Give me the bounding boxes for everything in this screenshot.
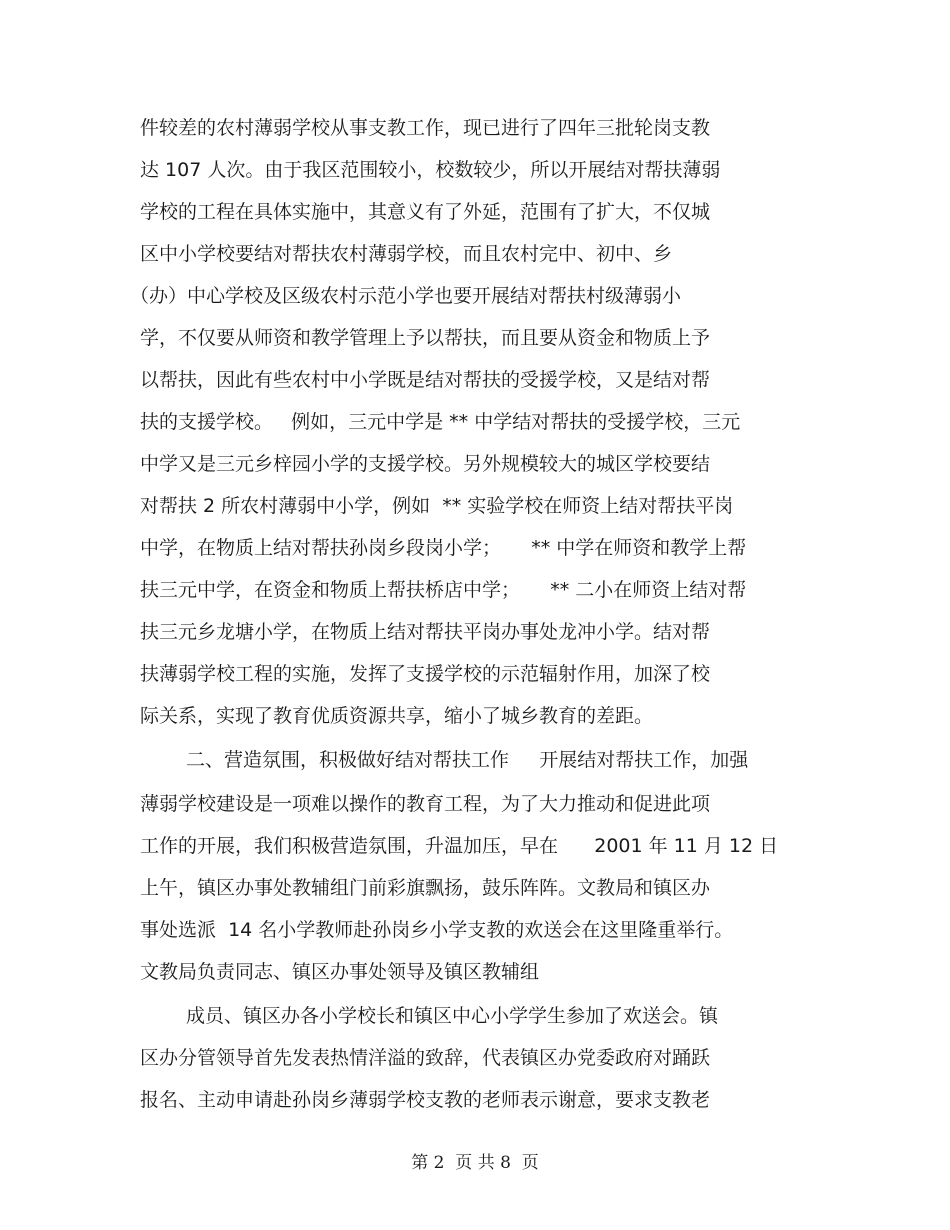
body-line: 区中小学校要结对帮扶农村薄弱学校，而且农村完中、初中、乡 — [140, 243, 673, 265]
body-line: 对帮扶 2 所农村薄弱中小学，例如 ** 实验学校在师资上结对帮扶平岗 — [140, 495, 734, 517]
body-line: 中学，在物质上结对帮扶孙岗乡段岗小学； ** 中学在师资和教学上帮 — [140, 537, 747, 559]
body-line: 上午，镇区办事处教辅组门前彩旗飘扬，鼓乐阵阵。文教局和镇区办 — [140, 877, 711, 899]
page-footer: 第 2 页 共 8 页 — [411, 1153, 539, 1173]
body-line: 扶三元中学，在资金和物质上帮扶桥店中学； ** 二小在师资上结对帮 — [140, 579, 747, 601]
body-line: 工作的开展，我们积极营造氛围，升温加压，早在 2001 年 11 月 12 日 — [140, 835, 779, 857]
body-line: 中学又是三元乡梓园小学的支援学校。另外规模较大的城区学校要结 — [140, 453, 711, 475]
body-line: 件较差的农村薄弱学校从事支教工作，现已进行了四年三批轮岗支教 — [140, 117, 711, 139]
body-line: 际关系，实现了教育优质资源共享，缩小了城乡教育的差距。 — [140, 705, 654, 727]
body-line: 文教局负责同志、镇区办事处领导及镇区教辅组 — [140, 961, 540, 983]
paragraph-first-line: 成员、镇区办各小学校长和镇区中心小学学生参加了欢送会。镇 — [186, 1005, 719, 1027]
body-line: 扶三元乡龙塘小学，在物质上结对帮扶平岗办事处龙冲小学。结对帮 — [140, 621, 711, 643]
body-line: 学，不仅要从师资和教学管理上予以帮扶，而且要从资金和物质上予 — [140, 327, 711, 349]
body-line: 扶薄弱学校工程的实施，发挥了支援学校的示范辐射作用，加深了校 — [140, 663, 711, 685]
body-line: 薄弱学校建设是一项难以操作的教育工程，为了大力推动和促进此项 — [140, 793, 711, 815]
body-line: 区办分管领导首先发表热情洋溢的致辞，代表镇区办党委政府对踊跃 — [140, 1047, 711, 1069]
body-line: 报名、主动申请赴孙岗乡薄弱学校支教的老师表示谢意，要求支教老 — [140, 1089, 711, 1111]
section-heading-line: 二、营造氛围，积极做好结对帮扶工作 开展结对帮扶工作，加强 — [186, 749, 749, 771]
body-line: 扶的支援学校。 例如，三元中学是 ** 中学结对帮扶的受援学校，三元 — [140, 411, 741, 433]
body-line: 事处选派 14 名小学教师赴孙岗乡小学支教的欢送会在这里隆重举行。 — [140, 919, 734, 941]
body-line: 学校的工程在具体实施中，其意义有了外延，范围有了扩大，不仅城 — [140, 201, 711, 223]
body-line: 以帮扶，因此有些农村中小学既是结对帮扶的受援学校，又是结对帮 — [140, 369, 711, 391]
body-line: （办）中心学校及区级农村示范小学也要开展结对帮扶村级薄弱小 — [130, 285, 682, 307]
body-line: 达 107 人次。由于我区范围较小，校数较少，所以开展结对帮扶薄弱 — [140, 159, 721, 181]
